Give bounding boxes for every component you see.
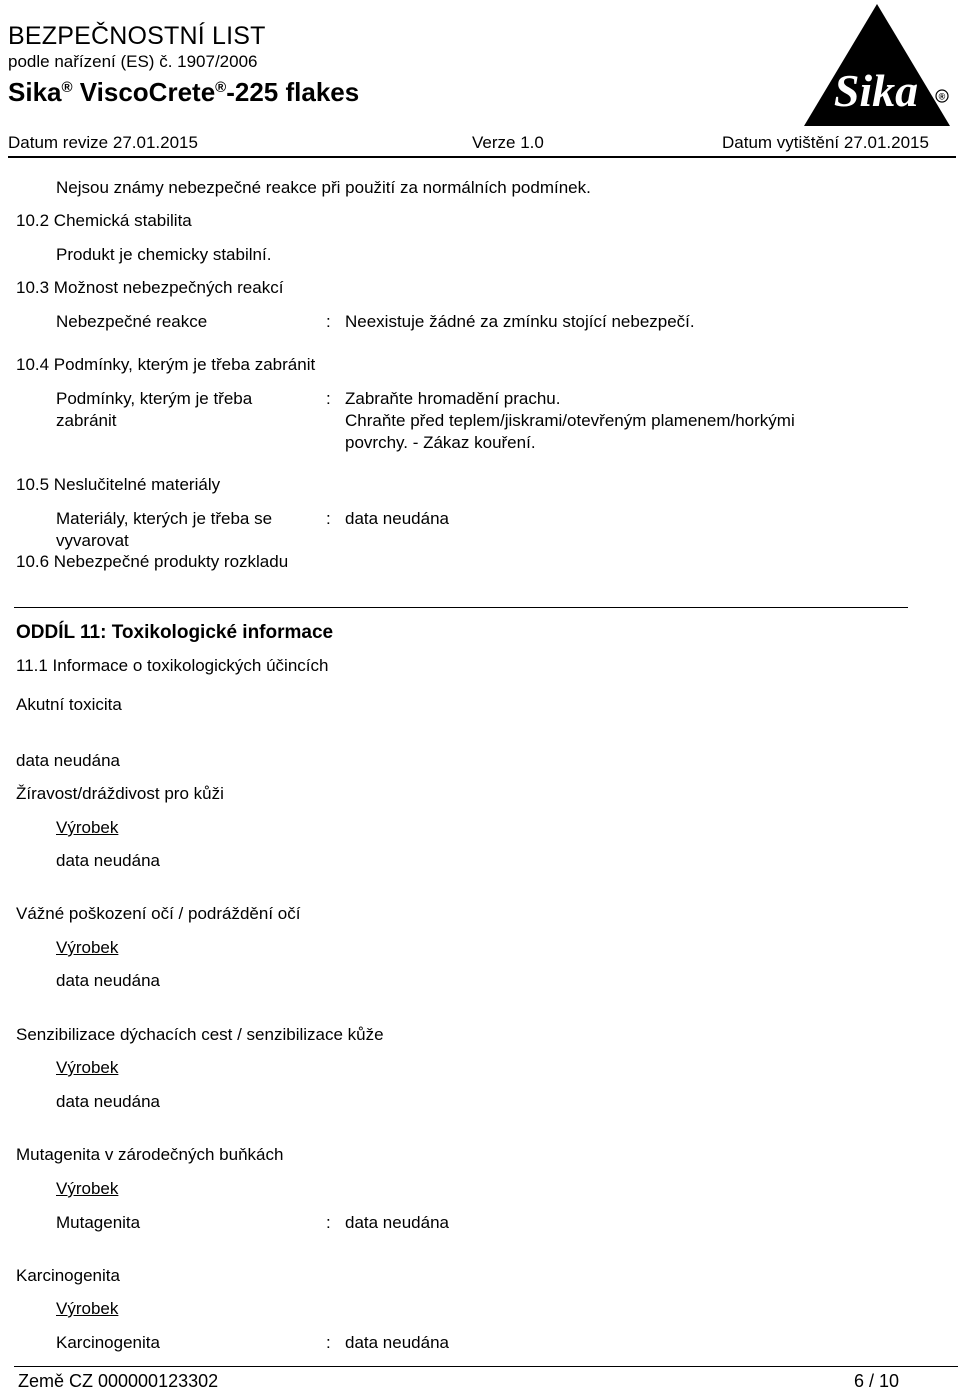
product-name-brand: Sika <box>8 77 62 107</box>
page-number: 6 / 10 <box>854 1371 900 1391</box>
heading-10-6: 10.6 Nebezpečné produkty rozkladu <box>16 552 289 571</box>
skin-corrosion-heading: Žíravost/dráždivost pro kůži <box>16 784 224 803</box>
footer-divider <box>14 1366 958 1367</box>
product-name-line: ViscoCrete <box>72 77 216 107</box>
eye-value: data neudána <box>56 971 160 990</box>
eye-damage-heading: Vážné poškození očí / podráždění očí <box>16 904 301 923</box>
materials-value: data neudána <box>345 509 449 528</box>
logo-registered-mark: ® <box>938 91 946 102</box>
mutagenicity-label: Mutagenita <box>56 1213 141 1232</box>
registered-mark-2: ® <box>215 79 227 96</box>
revision-date: Datum revize 27.01.2015 <box>8 133 198 152</box>
hazardous-reactions-value: Neexistuje žádné za zmínku stojící nebezpečí. <box>345 312 695 331</box>
carcinogenicity-heading: Karcinogenita <box>16 1266 120 1285</box>
reactivity-note: Nejsou známy nebezpečné reakce při použití za normálních podmínek. <box>56 178 591 197</box>
print-date: Datum vytištění 27.01.2015 <box>722 133 929 152</box>
skin-product-label: Výrobek <box>56 818 119 837</box>
header-divider <box>8 156 956 158</box>
conditions-value-line3: povrchy. - Zákaz kouření. <box>345 433 536 452</box>
conditions-value-line2: Chraňte před teplem/jiskrami/otevřeným plamenem/horkými <box>345 411 795 430</box>
carcinogenicity-label: Karcinogenita <box>56 1333 160 1352</box>
heading-10-4: 10.4 Podmínky, kterým je třeba zabránit <box>16 355 316 374</box>
sensitization-heading: Senzibilizace dýchacích cest / senzibilizace kůže <box>16 1025 384 1044</box>
eye-product-label: Výrobek <box>56 938 119 957</box>
heading-11-1: 11.1 Informace o toxikologických účincích <box>16 656 329 675</box>
heading-10-2: 10.2 Chemická stabilita <box>16 211 192 230</box>
carcinogenicity-value: data neudána <box>345 1333 449 1352</box>
hazardous-reactions-label: Nebezpečné reakce <box>56 312 208 331</box>
field-colon: : <box>326 1333 331 1352</box>
section-11-title: ODDÍL 11: Toxikologické informace <box>16 622 334 643</box>
registered-mark: ® <box>61 79 73 96</box>
acute-toxicity-value: data neudána <box>16 751 120 770</box>
mutagenicity-value: data neudána <box>345 1213 449 1232</box>
document-title: BEZPEČNOSTNÍ LIST <box>8 22 266 50</box>
mutagenicity-product-label: Výrobek <box>56 1179 119 1198</box>
regulation-reference: podle nařízení (ES) č. 1907/2006 <box>8 52 258 71</box>
sensitization-product-label: Výrobek <box>56 1058 119 1077</box>
conditions-label-line2: zabránit <box>56 411 117 430</box>
field-colon: : <box>326 1213 331 1232</box>
heading-10-3: 10.3 Možnost nebezpečných reakcí <box>16 278 284 297</box>
sika-logo-icon <box>802 2 952 128</box>
materials-label-line1: Materiály, kterých je třeba se <box>56 509 273 528</box>
skin-value: data neudána <box>56 851 160 870</box>
field-colon: : <box>326 389 331 408</box>
product-name <box>8 77 359 108</box>
field-colon: : <box>326 312 331 331</box>
product-name-variant: -225 flakes <box>226 77 360 107</box>
field-colon: : <box>326 509 331 528</box>
carcinogenicity-product-label: Výrobek <box>56 1299 119 1318</box>
footer-document-number: Země CZ 000000123302 <box>18 1371 219 1391</box>
mutagenicity-heading: Mutagenita v zárodečných buňkách <box>16 1145 284 1164</box>
conditions-value-line1: Zabraňte hromadění prachu. <box>345 389 561 408</box>
section-divider <box>14 607 908 608</box>
conditions-label-line1: Podmínky, kterým je třeba <box>56 389 253 408</box>
heading-10-5: 10.5 Neslučitelné materiály <box>16 475 221 494</box>
logo-wordmark: Sika <box>833 65 919 116</box>
version: Verze 1.0 <box>472 133 544 152</box>
stability-text: Produkt je chemicky stabilní. <box>56 245 272 264</box>
acute-toxicity-heading: Akutní toxicita <box>16 695 122 714</box>
sensitization-value: data neudána <box>56 1092 160 1111</box>
materials-label-line2: vyvarovat <box>56 531 129 550</box>
